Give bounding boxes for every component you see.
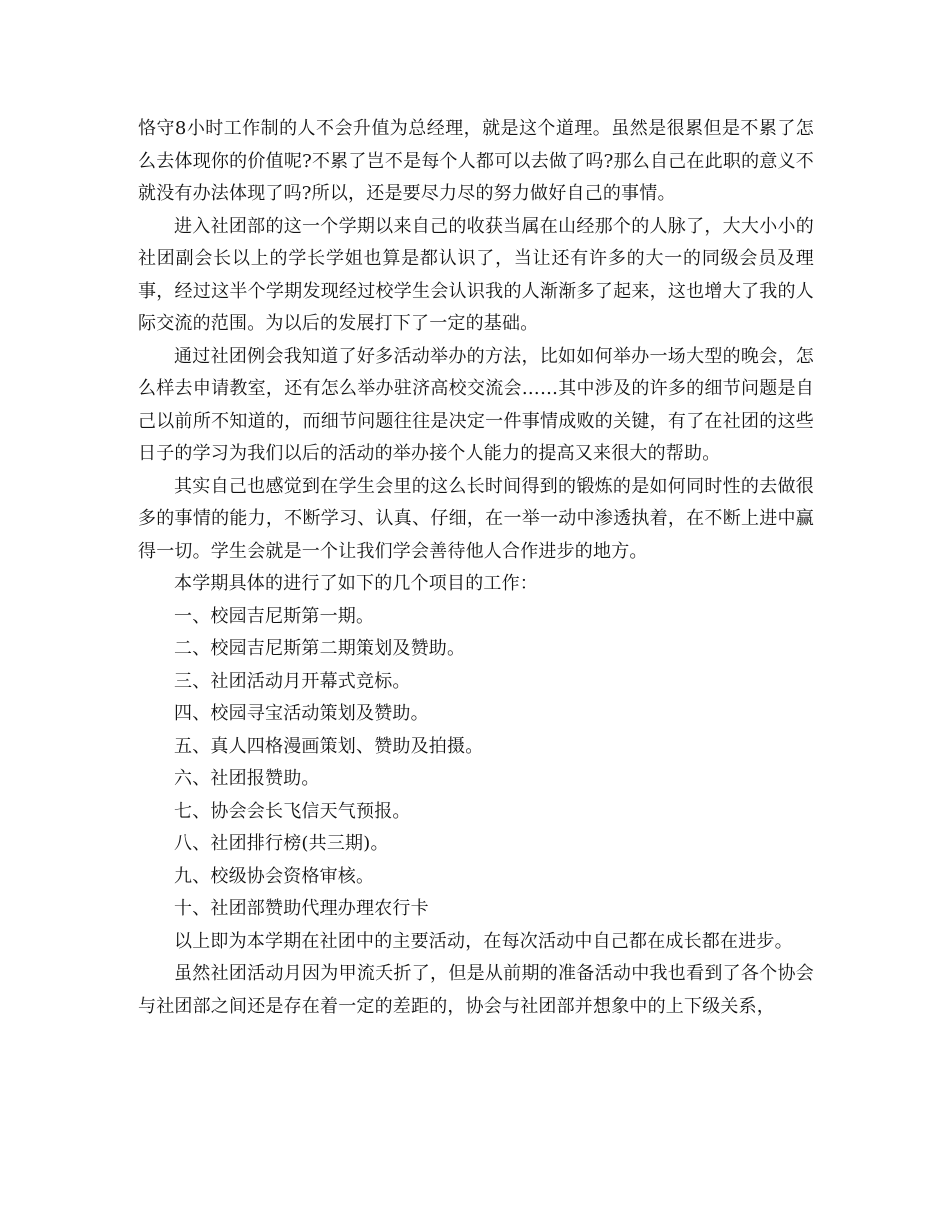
list-item: 六、社团报赞助。 bbox=[174, 768, 320, 789]
list-item: 四、校园寻宝活动策划及赞助。 bbox=[174, 703, 429, 724]
list-intro: 本学期具体的进行了如下的几个项目的工作： bbox=[174, 573, 538, 594]
list-item: 九、校级协会资格审核。 bbox=[174, 865, 375, 887]
closing-paragraph-1: 以上即为本学期在社团中的主要活动，在每次活动中自己都在成长都在进步。 bbox=[174, 930, 793, 952]
paragraph-1: 恪守8小时工作制的人不会升值为总经理，就是这个道理。虽然是很累但是不累了怎么去体现你的价值呢?不累了岂不是每个人都可以去做了吗?那么自己在此职的意义不就没有办法体现了吗?所以，还是要尽力尽的努力做好自己的事情。 bbox=[138, 118, 814, 204]
list-item: 十、社团部赞助代理办理农行卡 bbox=[174, 898, 429, 919]
list-item: 八、社团排行榜(共三期)。 bbox=[174, 833, 389, 854]
list-item: 二、校园吉尼斯第二期策划及赞助。 bbox=[174, 638, 466, 659]
paragraph-4: 其实自己也感觉到在学生会里的这么长时间得到的锻炼的是如何同时性的去做很多的事情的能力，不断学习、认真、仔细，在一举一动中渗透执着，在不断上进中赢得一切。学生会就是一个让我们学会善待他人合作进步的地方。 bbox=[138, 475, 814, 562]
paragraph-2: 进入社团部的这一个学期以来自己的收获当属在山经那个的人脉了，大大小小的社团副会长以上的学长学姐也算是都认识了，当让还有许多的大一的同级会员及理事，经过这半个学期发现经过校学生会认识我的人渐渐多了起来，这也增大了我的人际交流的范围。为以后的发展打下了一定的基础。 bbox=[138, 215, 814, 334]
list-item: 五、真人四格漫画策划、赞助及拍摄。 bbox=[174, 735, 484, 757]
list-item: 一、校园吉尼斯第一期。 bbox=[174, 605, 375, 627]
paragraph-3: 通过社团例会我知道了好多活动举办的方法，比如如何举办一场大型的晚会，怎么样去申请教室，还有怎么举办驻济高校交流会……其中涉及的许多的细节问题是自己以前所不知道的，而细节问题往往是决定一件事情成败的关键，有了在社团的这些日子的学习为我们以后的活动的举办接个人能力的提高又来很大的帮助。 bbox=[138, 345, 814, 464]
document-body bbox=[138, 113, 814, 1023]
list-item: 七、协会会长飞信天气预报。 bbox=[174, 800, 411, 822]
closing-paragraph-2: 虽然社团活动月因为甲流夭折了，但是从前期的准备活动中我也看到了各个协会与社团部之间还是存在着一定的差距的，协会与社团部并想象中的上下级关系， bbox=[138, 963, 814, 1017]
list-item: 三、社团活动月开幕式竞标。 bbox=[174, 670, 411, 692]
